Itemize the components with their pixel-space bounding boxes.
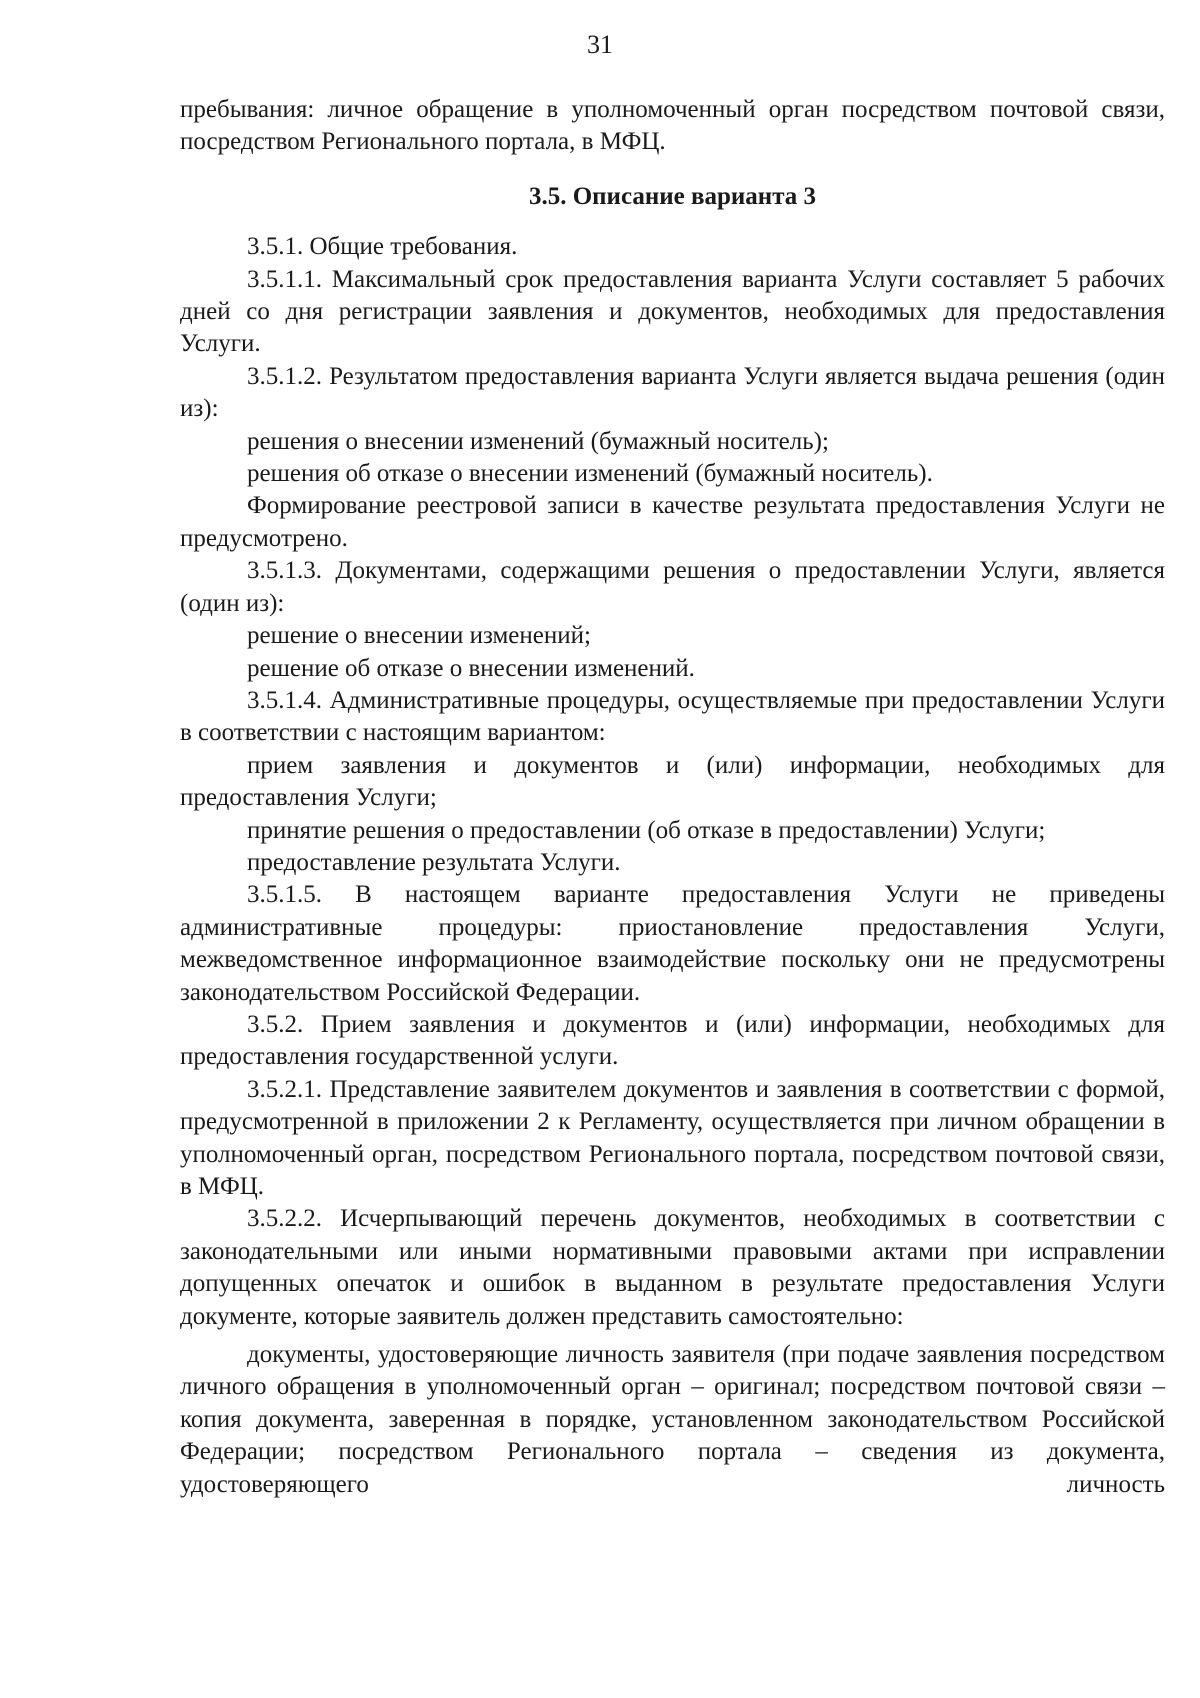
paragraph: 3.5.1.5. В настоящем варианте предоставления Услуги не приведены административные процедуры: приостановление предоставления Услуги, межведомственное информационное взаимодействие поскольку они не предусмотрены законодательством Российской Федерации. — [180, 881, 1165, 1006]
page-number: 31 — [587, 30, 613, 59]
paragraph: 3.5.2.1. Представление заявителем документов и заявления в соответствии с формой, предусмотренной в приложении 2 к Регламенту, осуществляется при личном обращении в уполномоченный орган, посредством Регионального портала, посредством почтовой связи, в МФЦ. — [180, 1075, 1165, 1200]
list-item: решение о внесении изменений; — [247, 622, 591, 650]
paragraph: 3.5.1.3. Документами, содержащими решения о предоставлении Услуги, является (один из): — [180, 557, 1165, 617]
document-body — [180, 94, 1165, 1501]
paragraph: 3.5.2. Прием заявления и документов и (или) информации, необходимых для предоставления государственной услуги. — [180, 1010, 1165, 1071]
list-item: решение об отказе о внесении изменений. — [247, 654, 695, 682]
paragraph: 3.5.2.2. Исчерпывающий перечень документов, необходимых в соответствии с законодательными или иными нормативными правовыми актами при исправлении допущенных опечаток и ошибок в выданном в результате предоставления Услуги документе, которые заявитель должен представить самостоятельно: — [180, 1205, 1165, 1330]
paragraph: 3.5.1.1. Максимальный срок предоставления варианта Услуги составляет 5 рабочих дней со дня регистрации заявления и документов, необходимых для предоставления Услуги. — [180, 265, 1165, 358]
list-item: решения о внесении изменений (бумажный носитель); — [247, 427, 829, 455]
paragraph: 3.5.1.4. Административные процедуры, осуществляемые при предоставлении Услуги в соответствии с настоящим вариантом: — [180, 686, 1165, 747]
paragraph: Формирование реестровой записи в качестве результата предоставления Услуги не предусмотрено. — [180, 492, 1165, 552]
paragraph: 3.5.1.2. Результатом предоставления варианта Услуги является выдача решения (один из): — [180, 362, 1165, 423]
section-title: 3.5. Описание варианта 3 — [528, 182, 817, 210]
paragraph: 3.5.1. Общие требования. — [247, 233, 518, 261]
list-item: предоставление результата Услуги. — [247, 848, 621, 876]
list-item: решения об отказе о внесении изменений (бумажный носитель). — [247, 460, 933, 488]
paragraph: документы, удостоверяющие личность заявителя (при подаче заявления посредством личного обращения в уполномоченный орган – оригинал; посредством почтовой связи – копия документа, заверенная в порядке, установленном законодательством Российской Федерации; посредством Регионального портала – сведения из документа, удостоверяющего личность — [180, 1341, 1165, 1498]
list-item: прием заявления и документов и (или) информации, необходимых для предоставления Услуги; — [180, 751, 1165, 812]
paragraph: пребывания: личное обращение в уполномоченный орган посредством почтовой связи, посредством Регионального портала, в МФЦ. — [180, 96, 1165, 156]
list-item: принятие решения о предоставлении (об отказе в предоставлении) Услуги; — [247, 816, 1046, 844]
